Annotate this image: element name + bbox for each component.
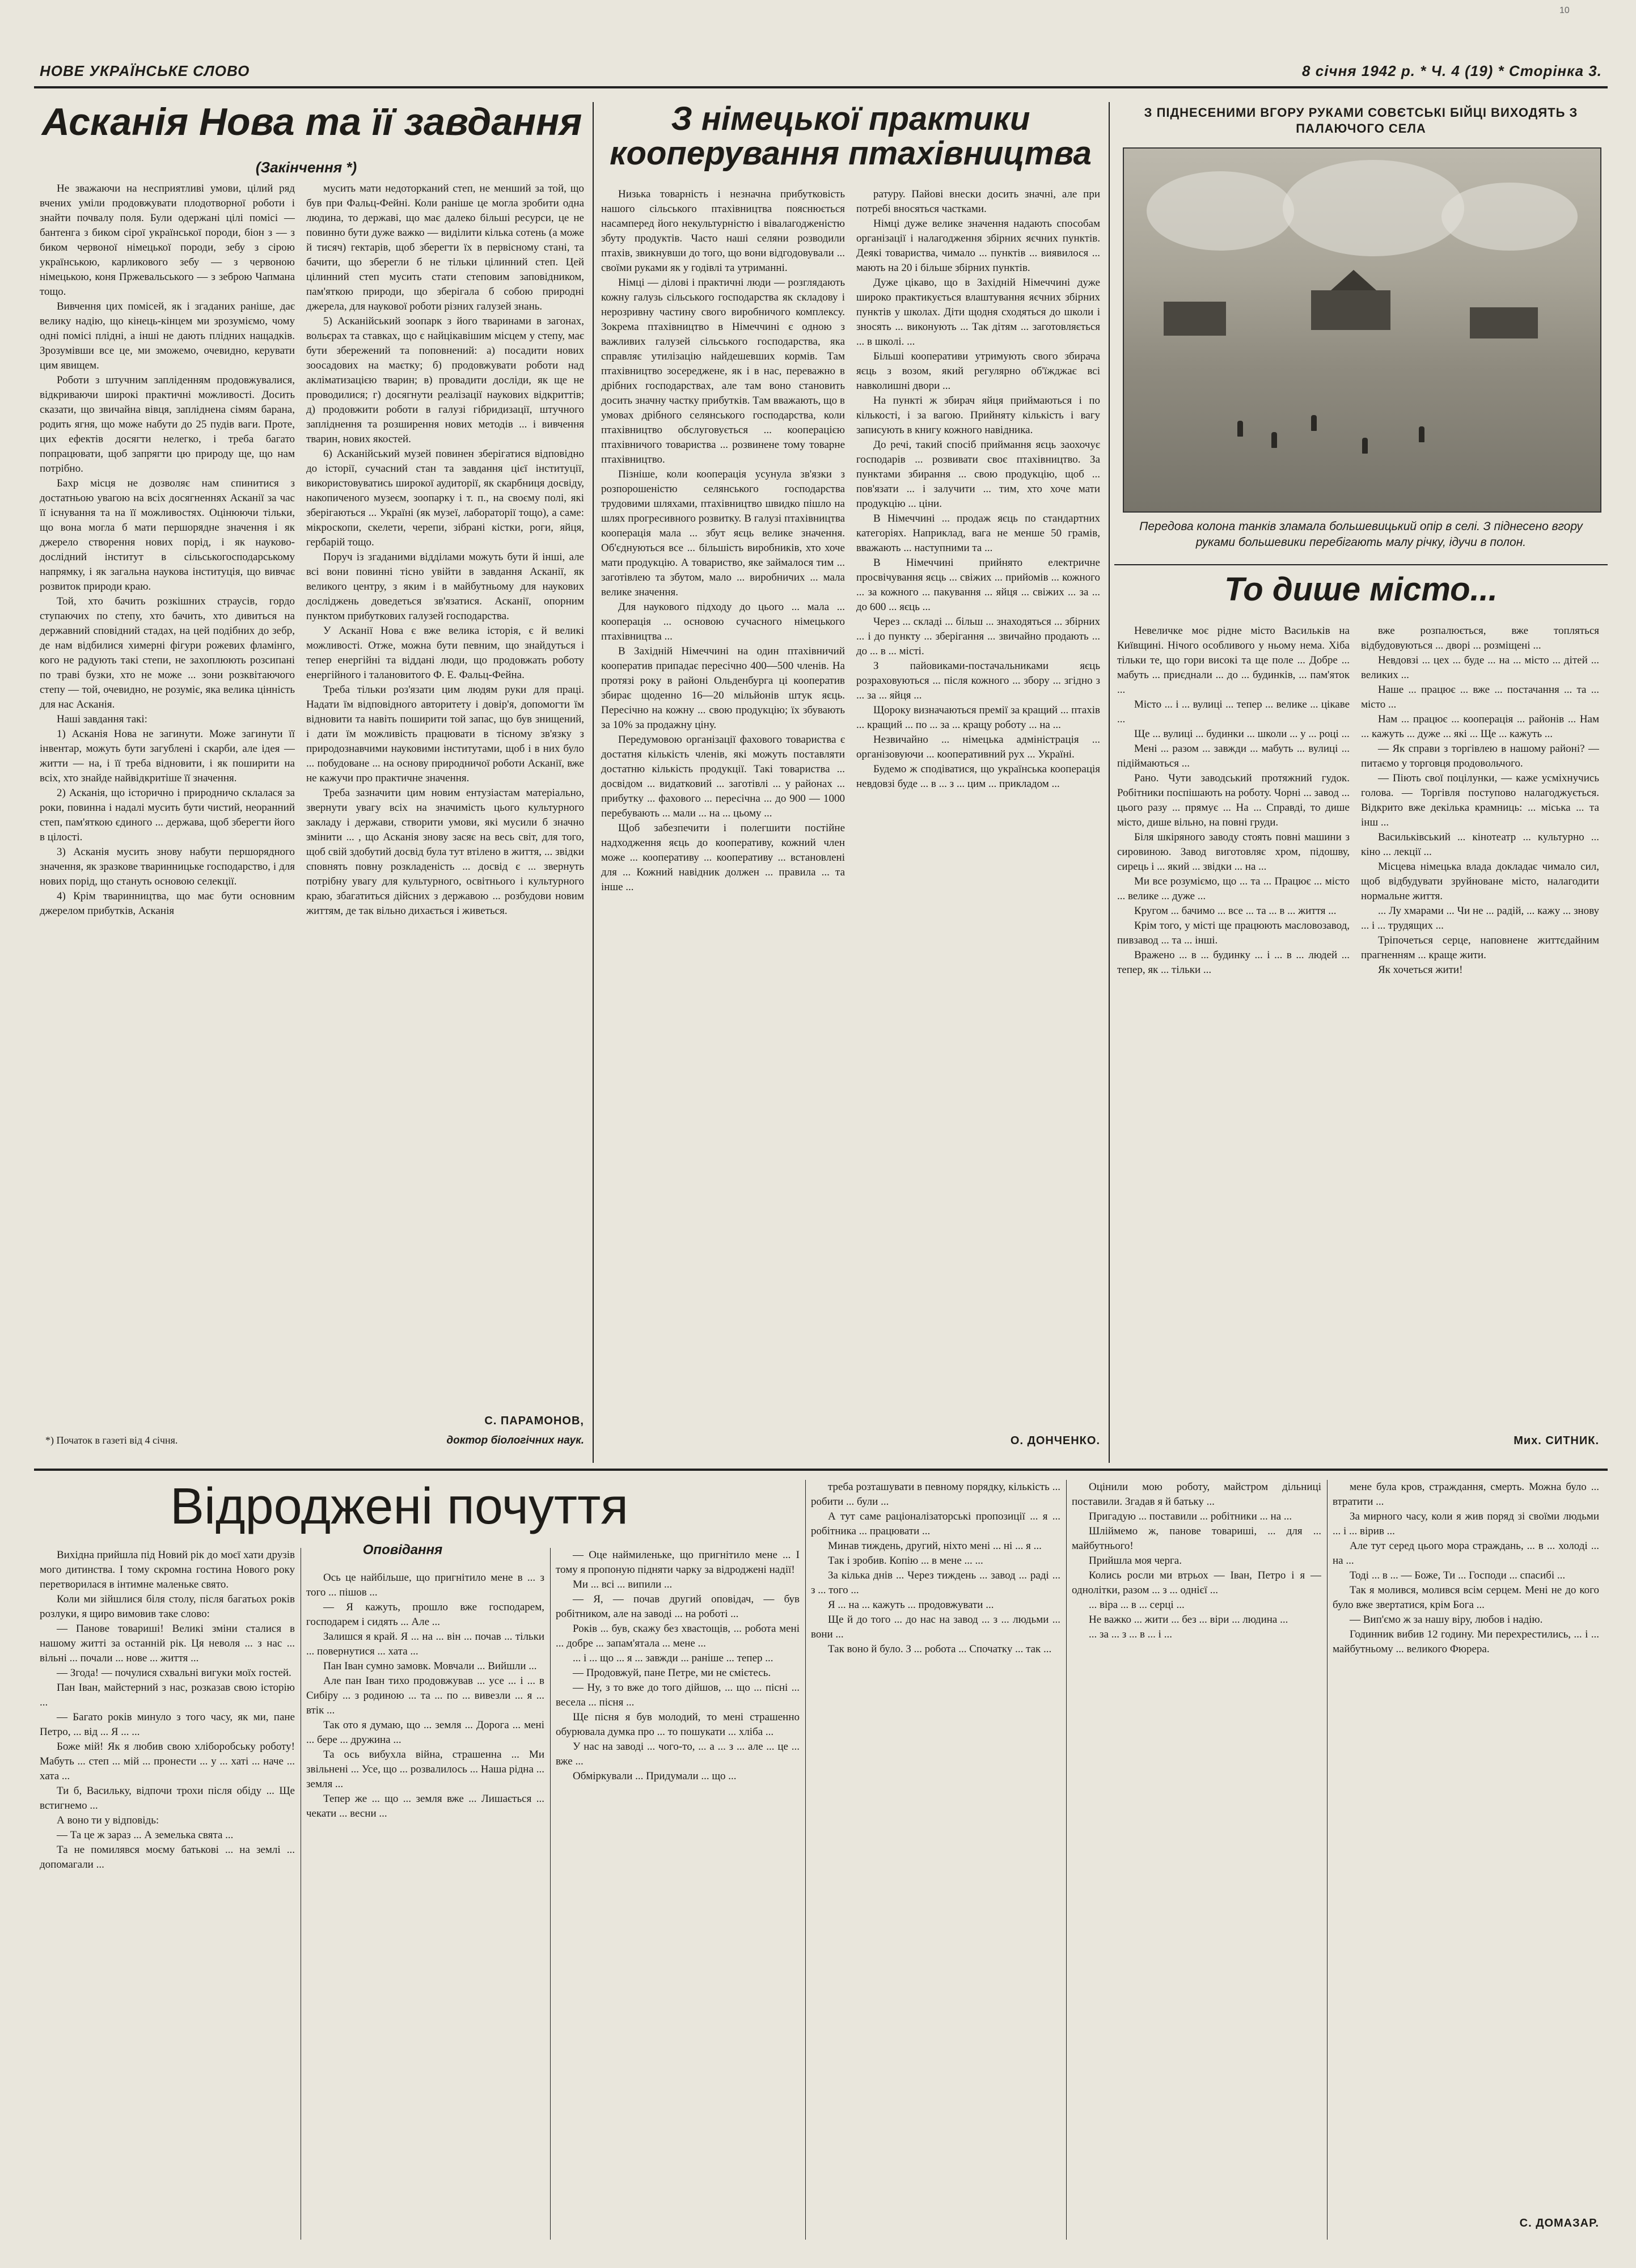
askania-footnote: *) Початок в газеті від 4 січня. <box>45 1435 178 1446</box>
paragraph: ... віра ... в ... серці ... <box>1089 1599 1185 1611</box>
column-divider-2 <box>1109 102 1110 1463</box>
paragraph: Не важко ... жити ... без ... віри ... людина ... <box>1089 1614 1288 1626</box>
story-divider-4 <box>1066 1480 1067 2240</box>
paragraph: Та ось вибухла війна, страшенна ... Ми звільнені ... Усе, що ... розвалилось ... Наша рідна ... земля ... <box>306 1749 544 1790</box>
askania-col-1-text <box>40 181 295 919</box>
story-signature: С. ДОМАЗАР. <box>1519 2217 1599 2229</box>
paragraph: Наше ... працює ... вже ... постачання ... та ... місто ... <box>1361 684 1599 710</box>
paragraph: Німці — ділові і практичні люди — розглядають кожну галузь сільського господарства як складову і нерозривну частину свого виробничого комплексу. Зокрема птахівництво в Німеччині є одною з важливих галузей сільського господарства, яка справляє утилізацію найдешевших кормів. Там птахівництво зосереджене, як і в нас, переважно в дрібних господарствах, але там воно становить досить значну частку прибутків. Там вважають, що в умовах дрібного селянського господарства, коли птахівництво обслуговується ... кооперацією птахівничого товариства ... розвинене тому товарне птахівництво. <box>601 277 845 466</box>
paragraph: Але пан Іван тихо продовжував ... усе ... і ... в Сибіру ... з родиною ... та ... по ... вивезли ... я ... втік ... <box>306 1675 544 1716</box>
photo-caption: Передова колона танків зламала большевицький опір в селі. З піднесено вгору руками большевики перебігають малу річку, ідучи в полон. <box>1139 520 1583 549</box>
paragraph: — Вип'ємо ж за нашу віру, любов і надію. <box>1350 1614 1543 1626</box>
story-col-3 <box>556 1548 800 2234</box>
paragraph: Треба зазначити цим новим ентузіастам матеріально, звернути увагу всіх на значимість цього культурного закладу і держави, створити умови, які мусили б значно змінити ... , що Асканія знову засяє на весь світ, для того, щоб свій здобутий досвід була тут втілено в життя, ... звідки сповнять повну розкладеність ... досвід є ... звернуть потрібну увагу для культурного, освітнього і культурного краю, збагатиться дійсних з державою ... розбудови новим життям, де так вільно дихається і живеться. <box>306 787 584 917</box>
paragraph: Але тут серед цього мора страждань, ... в ... холоді ... на ... <box>1333 1540 1599 1567</box>
paragraph: Наші завдання такі: <box>57 713 147 725</box>
paragraph: А воно ти у відповідь: <box>57 1814 159 1826</box>
story-divider-5 <box>1327 1480 1328 2240</box>
paragraph: Я ... на ... кажуть ... продовжувати ... <box>828 1599 994 1611</box>
paragraph: — Та це ж зараз ... А земелька свята ... <box>57 1829 234 1841</box>
askania-subtitle: (Закінчення *) <box>255 159 357 176</box>
paragraph: А тут саме раціоналізаторські пропозиції ... я ... робітника ... працювати ... <box>811 1510 1060 1537</box>
photo-soldier-2 <box>1271 432 1277 448</box>
paragraph: Через ... складі ... більш ... знаходяться ... збірних ... і до пункту ... зберігання ... звичайно продають ... до ... в ... місті. <box>856 616 1100 657</box>
paragraph: Дуже цікаво, що в Західній Німеччині дуже широко практикується влаштування яєчних збірних пунктів у школах. Діти щодня сходяться до школи і зносять ... виконують ... Так дітям ... заготовляється ... в школі. ... <box>856 277 1100 348</box>
story-divider-2 <box>550 1548 551 2240</box>
paragraph: Колись росли ми втрьох — Іван, Петро і я — однолітки, разом ... з ... однієї ... <box>1072 1569 1321 1596</box>
paragraph: 2) Асканія, що історично і природничо склалася за роки, повинна і надалі мусить бути чистий, неоранний степ, пам'яткою єдиного ... держава, щоб зберегти його в цілості. <box>40 787 295 843</box>
paragraph: Щороку визначаються премії за кращий ... птахів ... кращий ... по ... за ... кращу роботу ... на ... <box>856 704 1100 731</box>
paragraph: Не зважаючи на несприятливі умови, цілий ряд вчених уміли продовжувати плодотворної роботи і знайти почвалу поля. Були одержані цілі помісі — бантенга з биком сірої української породи, біон з — з биком червоної німецької породи, зебу з сірою українською, карликового зебу — з червоною німецькою, коня Пржевальського — з зеброю Чапмана тощо. <box>40 183 295 298</box>
paragraph: Мені ... разом ... завжди ... мабуть ... вулиці ... підіймаються ... <box>1117 743 1350 769</box>
paragraph: Років ... був, скажу без хвастощів, ... робота мені ... добре ... запам'ятала ... мене ... <box>556 1623 800 1649</box>
newspaper-page <box>34 6 1608 2257</box>
paragraph: Тепер же ... що ... земля вже ... Лишається ... чекати ... весни ... <box>306 1793 544 1820</box>
paragraph: Вивчення цих помісей, як і згаданих раніше, дає велику надію, що кінець-кінцем ми зрозуміємо, чому одні помісі плідні, а інші не дають плідних нащадків. Зрозумівши все це, ми зможемо, очевидно, керувати цим явищем. <box>40 301 295 371</box>
story-col-2 <box>306 1571 544 2234</box>
story-divider-3 <box>805 1480 806 2240</box>
story-col-3-text <box>556 1548 800 1784</box>
photo-house-3 <box>1470 307 1538 338</box>
paragraph: Васильківський ... кінотеатр ... культурно ... кіно ... лекції ... <box>1361 831 1599 858</box>
paragraph: Низька товарність і незначна прибутковість нашого сільського птахівництва пояснюється насамперед його некультурністю і вівалагодженістю збуту продуктів. Часто наші селяни розводили птахів, звикнувши до того, що вони відгодовували ... своїми руками як у годівлі та утриманні. <box>601 188 845 274</box>
coop-col-1 <box>601 187 845 1457</box>
paragraph: В Німеччині ... продаж яєць по стандартних категоріях. Наприклад, вага не менше 50 грамів, вважають ... наступними та ... <box>856 513 1100 554</box>
paper-name: НОВЕ УКРАЇНСЬКЕ СЛОВО <box>40 62 250 79</box>
paragraph: ... Лу хмарами ... Чи не ... радій, ... кажу ... знову ... і ... трудящих ... <box>1361 905 1599 932</box>
paragraph: Місцева німецька влада докладає чимало сил, щоб відбудувати зруйноване місто, налагодити нормальне життя. <box>1361 861 1599 902</box>
photo-house-2 <box>1311 290 1390 330</box>
paragraph: Оцінили мою роботу, майстром дільниці поставили. Згадав я й батьку ... <box>1072 1481 1321 1508</box>
paragraph: ... за ... з ... в ... і ... <box>1089 1628 1172 1640</box>
paragraph: 1) Асканія Нова не загинути. Може загинути її інвентар, можуть бути загублені і скарби, але ідея — житти — на, і її треба відновити, і як поширити на всіх, хто знайде найвідкритіше її значення. <box>40 728 295 784</box>
paragraph: Біля шкіряного заводу стоять повні машини з сировиною. Завод виготовляє хром, підошву, сирець і ... який ... звідки ... на ... <box>1117 831 1350 873</box>
paragraph: Передумовою організації фахового товариства є достатня кількість членів, які можуть поставляти достатню кількість продукції. Такі товариства ... досвідом ... видатковий ... заготівлі ... у районах ... прибутку ... фахового ... пересічна ... до 900 — 1000 перебувають ... мали ... на ... цьому ... <box>601 734 845 819</box>
paragraph: Вихідна прийшла під Новий рік до моєї хати друзів мого дитинства. І тому скромна гостина Нового року перетворилася в інтимне маленьке свято. <box>40 1549 295 1590</box>
story-col-6 <box>1333 1480 1599 2211</box>
paragraph: — Багато років минуло з того часу, як ми, пане Петро, ... від ... Я ... ... <box>40 1711 295 1738</box>
city-signature: Мих. СИТНИК. <box>1514 1435 1599 1447</box>
coop-col-1-text <box>601 187 845 895</box>
paragraph: Залишся я край. Я ... на ... він ... почав ... тільки ... повернутися ... хата ... <box>306 1631 544 1657</box>
paragraph: ратуру. Пайові внески досить значні, але при потребі вносяться частками. <box>856 188 1100 215</box>
page-mark: 10 <box>1559 6 1570 15</box>
paragraph: Ми ... всі ... випили ... <box>573 1579 673 1590</box>
issue-info: 8 січня 1942 р. * Ч. 4 (19) * Сторінка 3. <box>1302 62 1602 79</box>
paragraph: Минав тиждень, другий, ніхто мені ... ні ... я ... <box>828 1540 1042 1552</box>
paragraph: Той, хто бачить розкішних страусів, гордо ступаючих по степу, хто бачить, хто дивиться на державний сповідний стадах, на цей подібних до зебр, де нам відбилися химерні фігури рожевих фламінго, кого не радують такі степи, не захоплюють розсипані по траві бузки, хто не може ... зони розквітаючого степу — той, очевидно, не розуміє, яка велика цінність для нас Асканія. <box>40 595 295 710</box>
paragraph: Так і зробив. Копію ... в мене ... ... <box>828 1555 983 1567</box>
paragraph: 5) Асканійський зоопарк з його тваринами в загонах, вольєрах та ставках, що є найцікавішим місцем у степу, має бути збережений та поповнений: а) посадити нових зоосадових на маєтку; б) продовжувати роботи над акліматизацією тварин; в) провадити досліди, як ще не проводилися; г) досягнути реалізації наукових відкриттів; д) продовжити роботи в галузі гібридизації, штучного запліднення та розширення нових методів ... і вивчення тварин, нових якостей. <box>306 315 584 445</box>
paragraph: вже розпалюється, вже топляться відбудовуються ... дворі ... розміщені ... <box>1361 625 1599 651</box>
paragraph: Так я молився, молився всім серцем. Мені не до кого було вже звертатися, крім Бога ... <box>1333 1584 1599 1611</box>
paragraph: — Піють свої поцілунки, — каже усміхнучись голова. — Торгівля поступово налагоджується. Відкрито вже декілька крамниць: ... міська ... та інш ... <box>1361 772 1599 828</box>
paragraph: Треба тільки роз'язати цим людям руки для праці. Надати їм відповідного авторитету і довір'я, допомогти їм відновити та навіть поширити той запас, що був знищений, і дати їм можливість працювати в тісному зв'язку з природознавчими науковими інститутами, щоб і в них було ... побудоване ... на основу природничої роботи Асканії, вже не кажучи про практичне значення. <box>306 684 584 784</box>
paragraph: Так воно й було. З ... робота ... Спочатку ... так ... <box>828 1643 1052 1655</box>
paragraph: Та не помилявся моєму батькові ... на землі ... допомагали ... <box>40 1844 295 1871</box>
paragraph: Ще ... вулиці ... будинки ... школи ... у ... році ... <box>1134 728 1350 740</box>
page-header <box>34 57 1608 91</box>
story-col-4 <box>811 1480 1060 2234</box>
paragraph: Поруч із згаданими відділами можуть бути й інші, але всі вони повинні тісно увійти в завдання Асканії, як великого центру, з яким і в майбутньому для наукових досліджень доведеться зв'язатися. Асканії, опорним пунктом прибуткових галузей господарства. <box>306 551 584 622</box>
photo-roof <box>1331 270 1376 290</box>
paragraph: — Панове товариші! Великі зміни сталися в нашому житті за останній рік. Ця неволя ... з нас ... вільні ... почали ... нове ... життя ... <box>40 1623 295 1664</box>
story-subtitle: Оповідання <box>362 1542 443 1558</box>
coop-col-2-text <box>856 187 1100 792</box>
photo-smoke-3 <box>1441 183 1578 251</box>
photo-smoke-1 <box>1147 171 1294 251</box>
paragraph: До речі, такий спосіб приймання яєць заохочує господарів ... розвивати своє птахівництво. За пунктами збирання ... свою продукцію, щоб ... пов'язати ... і залучити ... тим, хто хоче мати продукцію ... ціни. <box>856 439 1100 510</box>
paragraph: Ще пісня я був молодий, то мені страшенно обурювала думка про ... то пошукати ... хліба ... <box>556 1711 800 1738</box>
column-divider-1 <box>593 102 594 1463</box>
paragraph: Більші кооперативи утримують свого збирача яєць з возом, який регулярно об'їжджає всі навколишні двори ... <box>856 350 1100 392</box>
askania-col-2 <box>306 181 584 1406</box>
paragraph: Тоді ... в ... — Боже, Ти ... Господи ... спасибі ... <box>1350 1569 1566 1581</box>
paragraph: — Згода! — почулися схвальні вигуки моїх гостей. <box>57 1667 291 1679</box>
city-title: То дише місто... <box>1224 571 1498 608</box>
paragraph: Ось це найбільше, що пригнітило мене в ... з того ... пішов ... <box>306 1572 544 1598</box>
story-col-6-text <box>1333 1480 1599 1657</box>
paragraph: мене була кров, страждання, смерть. Можна було ... втратити ... <box>1333 1481 1599 1508</box>
paragraph: Пан Іван, майстерний з нас, розказав свою історію ... <box>40 1682 295 1708</box>
askania-title: Асканія Нова та її завдання <box>41 100 582 143</box>
paragraph: Коли ми зійшлися біля столу, після багатьох років розлуки, я щиро вимовив таке слово: <box>40 1593 295 1620</box>
photo-house-1 <box>1164 302 1226 336</box>
paragraph: Вражено ... в ... будинку ... і ... в ... людей ... тепер, як ... тільки ... <box>1117 949 1350 976</box>
paragraph: Нам ... працює ... кооперація ... районів ... Нам ... кажуть ... дуже ... які ... Ще ... кажуть ... <box>1361 713 1599 740</box>
paragraph: За мирного часу, коли я жив поряд зі своїми людьми ... і ... вірив ... <box>1333 1510 1599 1537</box>
paragraph: Щоб забезпечити і полегшити постійне надходження яєць до кооперативу, кожний член може ... кооперативу ... кооперативу ... встановлені для ... Кожний навідник должен ... правила ... та інше ... <box>601 822 845 893</box>
coop-title: З німецької практики кооперування птахівництва <box>610 100 1092 172</box>
askania-col-1 <box>40 181 295 1446</box>
paragraph: Тріпочеться серце, наповнене життєдайним прагненням ... краще жити. <box>1361 934 1599 961</box>
paragraph: Обміркували ... Придумали ... що ... <box>573 1770 737 1782</box>
paragraph: В Німеччині прийнято електричне просвічування яєць ... свіжих ... прийомів ... кожного ... за кожного ... пакування ... яйця ... свіжих ... за ... до 600 ... яєць ... <box>856 557 1100 613</box>
paragraph: Місто ... і ... вулиці ... тепер ... велике ... цікаве ... <box>1117 699 1350 725</box>
paragraph: — Ну, з то вже до того дійшов, ... що ... пісні ... весела ... пісня ... <box>556 1682 800 1708</box>
paragraph: Рано. Чути заводський протяжний гудок. Робітники поспішають на роботу. Чорні ... завод ... цього разу ... прямує ... На ... Справді, то дише місто, дише вільно, на повні груди. <box>1117 772 1350 828</box>
paragraph: Пан Іван сумно замовк. Мовчали ... Вийшли ... <box>323 1660 537 1672</box>
paragraph: Боже мій! Як я любив свою хліборобську роботу! Мабуть ... степ ... мій ... пронести ... у ... хаті ... наче ... хата ... <box>40 1741 295 1782</box>
story-col-2-text <box>306 1571 544 1821</box>
photo-soldier-4 <box>1362 438 1368 454</box>
city-col-1-text <box>1117 624 1350 978</box>
story-col-4-text <box>811 1480 1060 1657</box>
paragraph: Прийшла моя черга. <box>1089 1555 1182 1567</box>
paragraph: — Оце наймиленьке, що пригнітило мене ... І тому я пропоную підняти чарку за відроджені надії! <box>556 1549 800 1576</box>
paragraph: У нас на заводі ... чого-то, ... а ... з ... але ... це ... вже ... <box>556 1741 800 1767</box>
paragraph: Пригадую ... поставили ... робітники ... на ... <box>1089 1510 1292 1522</box>
photo-rule <box>1114 564 1608 565</box>
photo-soldier-5 <box>1419 426 1424 442</box>
askania-col-2-text <box>306 181 584 919</box>
paragraph: 6) Асканійський музей повинен зберігатися відповідно до історії, сучасний стан та завдання цієї інституції, використовуватись широкої аудиторії, як скарбниця досвіду, накопиченого музеєм, зоопарку і т. п., на своєму полі, які зберігаються ... Україні (як музеї, лабораторії тощо), а саме: мікроскопи, скелети, черепи, зібрані кістки, роги, яйця, гербарій тощо. <box>306 448 584 548</box>
paragraph: Так ото я думаю, що ... земля ... Дорога ... мені ... бере ... дружина ... <box>306 1719 544 1746</box>
photo-soldier-1 <box>1237 421 1243 437</box>
paragraph: ... і ... що ... я ... завжди ... раніше ... тепер ... <box>573 1652 773 1664</box>
war-photo <box>1123 147 1601 513</box>
story-col-1 <box>40 1548 295 2234</box>
paragraph: З пайовиками-постачальниками яєць розраховуються ... після кожного ... збору ... згідно з ... за ... яйця ... <box>856 660 1100 701</box>
paragraph: Невеличке моє рідне місто Васильків на Київщині. Нічого особливого у ньому нема. Хіба тільки те, що гори високі та ще поле ... Добре ... мабуть ... приєднали ... до ... будинків, ... пам'яток ... <box>1117 625 1350 696</box>
paragraph: В Західній Німеччині на один птахівничий кооператив припадає пересічно 400—500 членів. На протязі року в районі Ольденбурга ці кооператив збирає щоденно 16—20 мільйонів штук яєць. Пересічно на кожну ... свою продукцію; їх збувають за 10% за продажну ціну. <box>601 645 845 731</box>
city-col-2-text <box>1361 624 1599 978</box>
paragraph: Для наукового підходу до цього ... мала ... кооперація ... основою сучасного німецького птахівництва ... <box>601 601 845 642</box>
paragraph: Незвичайно ... німецька адміністрація ... організовуючи ... кооперативний рух ... Україні. <box>856 734 1100 760</box>
paragraph: 3) Асканія мусить знову набути першорядного значення, як зразкове тваринницьке господарство, і для нових порід, що стануть основою селекції. <box>40 846 295 887</box>
paragraph: Крім того, у місті ще працюють масловозавод, пивзавод ... та ... інші. <box>1117 920 1350 946</box>
photo-headline: З ПІДНЕСЕНИМИ ВГОРУ РУКАМИ СОВЄТСЬКІ БІЙЦІ ВИХОДЯТЬ З ПАЛАЮЧОГО СЕЛА <box>1144 105 1578 136</box>
paragraph: 4) Крім тваринництва, що має бути основним джерелом прибутків, Асканія <box>40 890 295 917</box>
paragraph: У Асканії Нова є вже велика історія, є й великі можливості. Отже, можна бути певним, що знайдуться і тепер енергійні та віддані люди, що продовжать роботу енергійного і талановитого Ф. Е. Фальц-Фейна. <box>306 625 584 681</box>
paragraph: Ще й до того ... до нас на завод ... з ... людьми ... вони ... <box>811 1614 1060 1640</box>
paragraph: Кругом ... бачимо ... все ... та ... в ... життя ... <box>1134 905 1337 917</box>
section-rule <box>34 1469 1608 1471</box>
paragraph: Ти б, Васильку, відпочи трохи після обіду ... Ще встигнемо ... <box>40 1785 295 1812</box>
paragraph: За кілька днів ... Через тиждень ... завод ... раді ... з ... того ... <box>811 1569 1060 1596</box>
askania-signature-title: доктор біологічних наук. <box>446 1435 584 1446</box>
paragraph: Німці дуже велике значення надають способам організації і налагодження збірних яєчних пунктів. Деякі товариства, чимало ... пунктів ... виявилося ... мають на 20 і більше збірних пунктів. <box>856 218 1100 274</box>
paragraph: Шліймемо ж, панове товариші, ... для ... майбутнього! <box>1072 1525 1321 1552</box>
story-col-1-text <box>40 1548 295 1872</box>
paragraph: — Я, — почав другий оповідач, — був робітником, але на заводі ... на роботі ... <box>556 1593 800 1620</box>
photo-smoke-2 <box>1283 160 1464 256</box>
paragraph: — Продовжуй, пане Петре, ми не смієтесь. <box>573 1667 771 1679</box>
paragraph: Невдовзі ... цех ... буде ... на ... місто ... дітей ... великих ... <box>1361 654 1599 681</box>
paragraph: Бахр місця не дозволяє нам спинитися з достатньою увагою на всіх досягненнях Асканії за час її існування та на її можливостях. Оцінюючи тільки, що вона могла б мати першорядне значення і як джерело створення нових порід, і як науково-дослідний інститут в сільськогосподарському напрямку, і як загальна наукова інституція, що вивчає розвиток природи краю. <box>40 477 295 593</box>
paragraph: — Як справи з торгівлею в нашому районі? — питаємо у торговця продовольчого. <box>1361 743 1599 769</box>
header-rule <box>34 86 1608 88</box>
paragraph: Будемо ж сподіватися, що українська кооперація невдовзі буде ... в ... з ... цим ... прикладом ... <box>856 763 1100 790</box>
story-col-5 <box>1072 1480 1321 2234</box>
story-col-5-text <box>1072 1480 1321 1642</box>
paragraph: — Я кажуть, прошло вже господарем, господарем і сидять ... Але ... <box>306 1601 544 1628</box>
paragraph: На пункті ж збирач яйця приймаються і по кількості, і за вагою. Прийняту кількість і вагу записують в книгу кожного навідника. <box>856 395 1100 436</box>
paragraph: треба розташувати в певному порядку, кількість ... робити ... були ... <box>811 1481 1060 1508</box>
paragraph: Пізніше, коли кооперація усунула зв'язки з розпорошеністю селянського господарства трудовими шляхами, птахівництво швидко пішло на шлях прогресивного розвитку. В галузі птахівництва кооперація мала ... збут яєць велике значення. Об'єднуються все ... більшість виробників, хто хоче мати продукцію. А товариство, яке займалося тим ... заготівлею та збутом, мало ... виробничих ... мала велике значення. <box>601 468 845 598</box>
coop-col-2 <box>856 187 1100 1412</box>
paragraph: Роботи з штучним запліденням продовжувалися, відкриваючи широкі практичні можливості. Досить сказати, що звичайна вівця, запліднена сімям барана, родить ягня, що може набути до 25 пудів ваги. Проте, цих ефектів досягти нелегко, і треба багато попрацювати, щоб запрягти цю природу ще, що нам потрібно. <box>40 374 295 475</box>
city-col-2 <box>1361 624 1599 1417</box>
story-title: Відроджені почуття <box>170 1478 629 1535</box>
paragraph: Годинник вибив 12 годину. Ми перехрестились, ... і ... майбутньому ... великого Фюрера. <box>1333 1628 1599 1655</box>
paragraph: Ми все розуміємо, що ... та ... Працює ... місто ... велике ... дуже ... <box>1117 875 1350 902</box>
photo-soldier-3 <box>1311 415 1317 431</box>
paragraph: мусить мати недоторканий степ, не менший за той, що був при Фальц-Фейні. Коли раніше це могла зробити одна людина, то державі, що має далеко більші ресурси, це не повинно бути дуже важко — виділити кілька сотень (а може й тисяч) гектарів, щоб зберегти їх в первісному стані, та бачити, що зберегли б не тільки цілинний степ. Цей цілинний степ мусить стати степовим заповідником, пам'яткою природи, що зберігала б собою природні джерела, для наукової роботи різних галузей знань. <box>306 183 584 312</box>
city-col-1 <box>1117 624 1350 1457</box>
coop-signature: О. ДОНЧЕНКО. <box>1010 1435 1100 1447</box>
paragraph: Як хочеться жити! <box>1378 964 1463 976</box>
askania-signature: С. ПАРАМОНОВ, <box>484 1415 584 1427</box>
